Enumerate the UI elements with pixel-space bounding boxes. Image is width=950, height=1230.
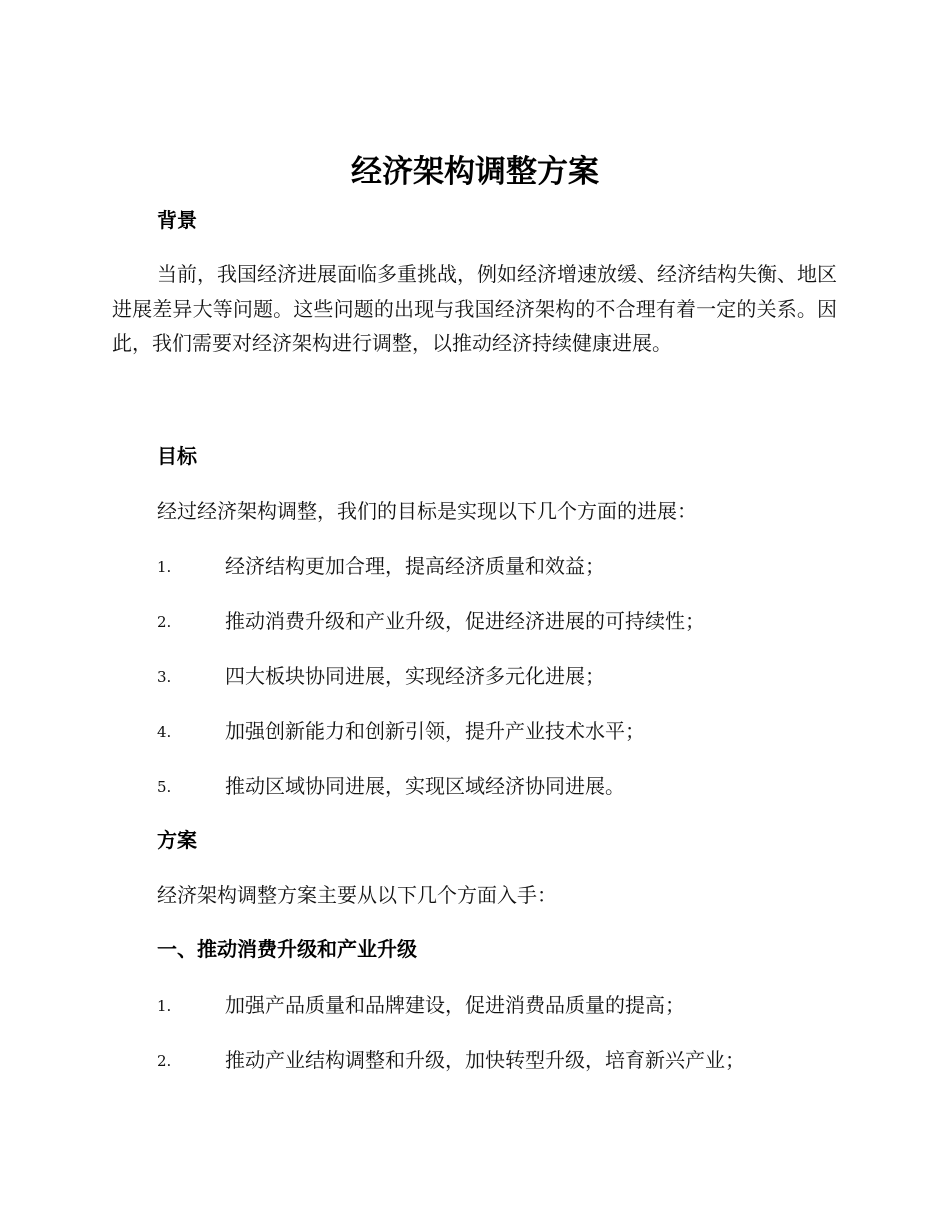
goal-list-item xyxy=(157,771,857,801)
plan-intro: 经济架构调整方案主要从以下几个方面入手： xyxy=(157,883,557,907)
list-text: 加强产品质量和品牌建设，促进消费品质量的提高； xyxy=(225,993,685,1017)
section-heading-goals: 目标 xyxy=(157,444,197,468)
list-number: 3. xyxy=(157,668,172,686)
list-text: 推动产业结构调整和升级，加快转型升级，培育新兴产业； xyxy=(225,1048,745,1072)
goal-list-item xyxy=(157,661,857,691)
plan-list-item xyxy=(157,1045,857,1075)
list-text: 推动区域协同进展，实现区域经济协同进展。 xyxy=(225,774,625,798)
goal-list-item xyxy=(157,716,857,746)
plan-subheading: 一、推动消费升级和产业升级 xyxy=(157,937,417,961)
list-text: 推动消费升级和产业升级，促进经济进展的可持续性； xyxy=(225,609,705,633)
list-number: 1. xyxy=(157,997,172,1015)
background-paragraph: 当前，我国经济进展面临多重挑战，例如经济增速放缓、经济结构失衡、地区进展差异大等问题。这些问题的出现与我国经济架构的不合理有着一定的关系。因此，我们需要对经济架构进行调整，以推动经济持续健康进展。 xyxy=(112,262,837,355)
plan-list-item xyxy=(157,990,857,1020)
document-title: 经济架构调整方案 xyxy=(351,154,599,190)
list-number: 2. xyxy=(157,613,172,631)
goals-intro: 经过经济架构调整，我们的目标是实现以下几个方面的进展： xyxy=(157,499,697,523)
list-number: 5. xyxy=(157,778,172,796)
section-heading-background: 背景 xyxy=(157,208,197,232)
list-number: 2. xyxy=(157,1052,172,1070)
list-number: 1. xyxy=(157,558,172,576)
goal-list-item xyxy=(157,606,857,636)
section-heading-plan: 方案 xyxy=(157,828,197,852)
list-text: 加强创新能力和创新引领，提升产业技术水平； xyxy=(225,719,645,743)
list-text: 四大板块协同进展，实现经济多元化进展； xyxy=(225,664,605,688)
goal-list-item xyxy=(157,551,857,581)
list-number: 4. xyxy=(157,723,172,741)
list-text: 经济结构更加合理，提高经济质量和效益； xyxy=(225,554,605,578)
